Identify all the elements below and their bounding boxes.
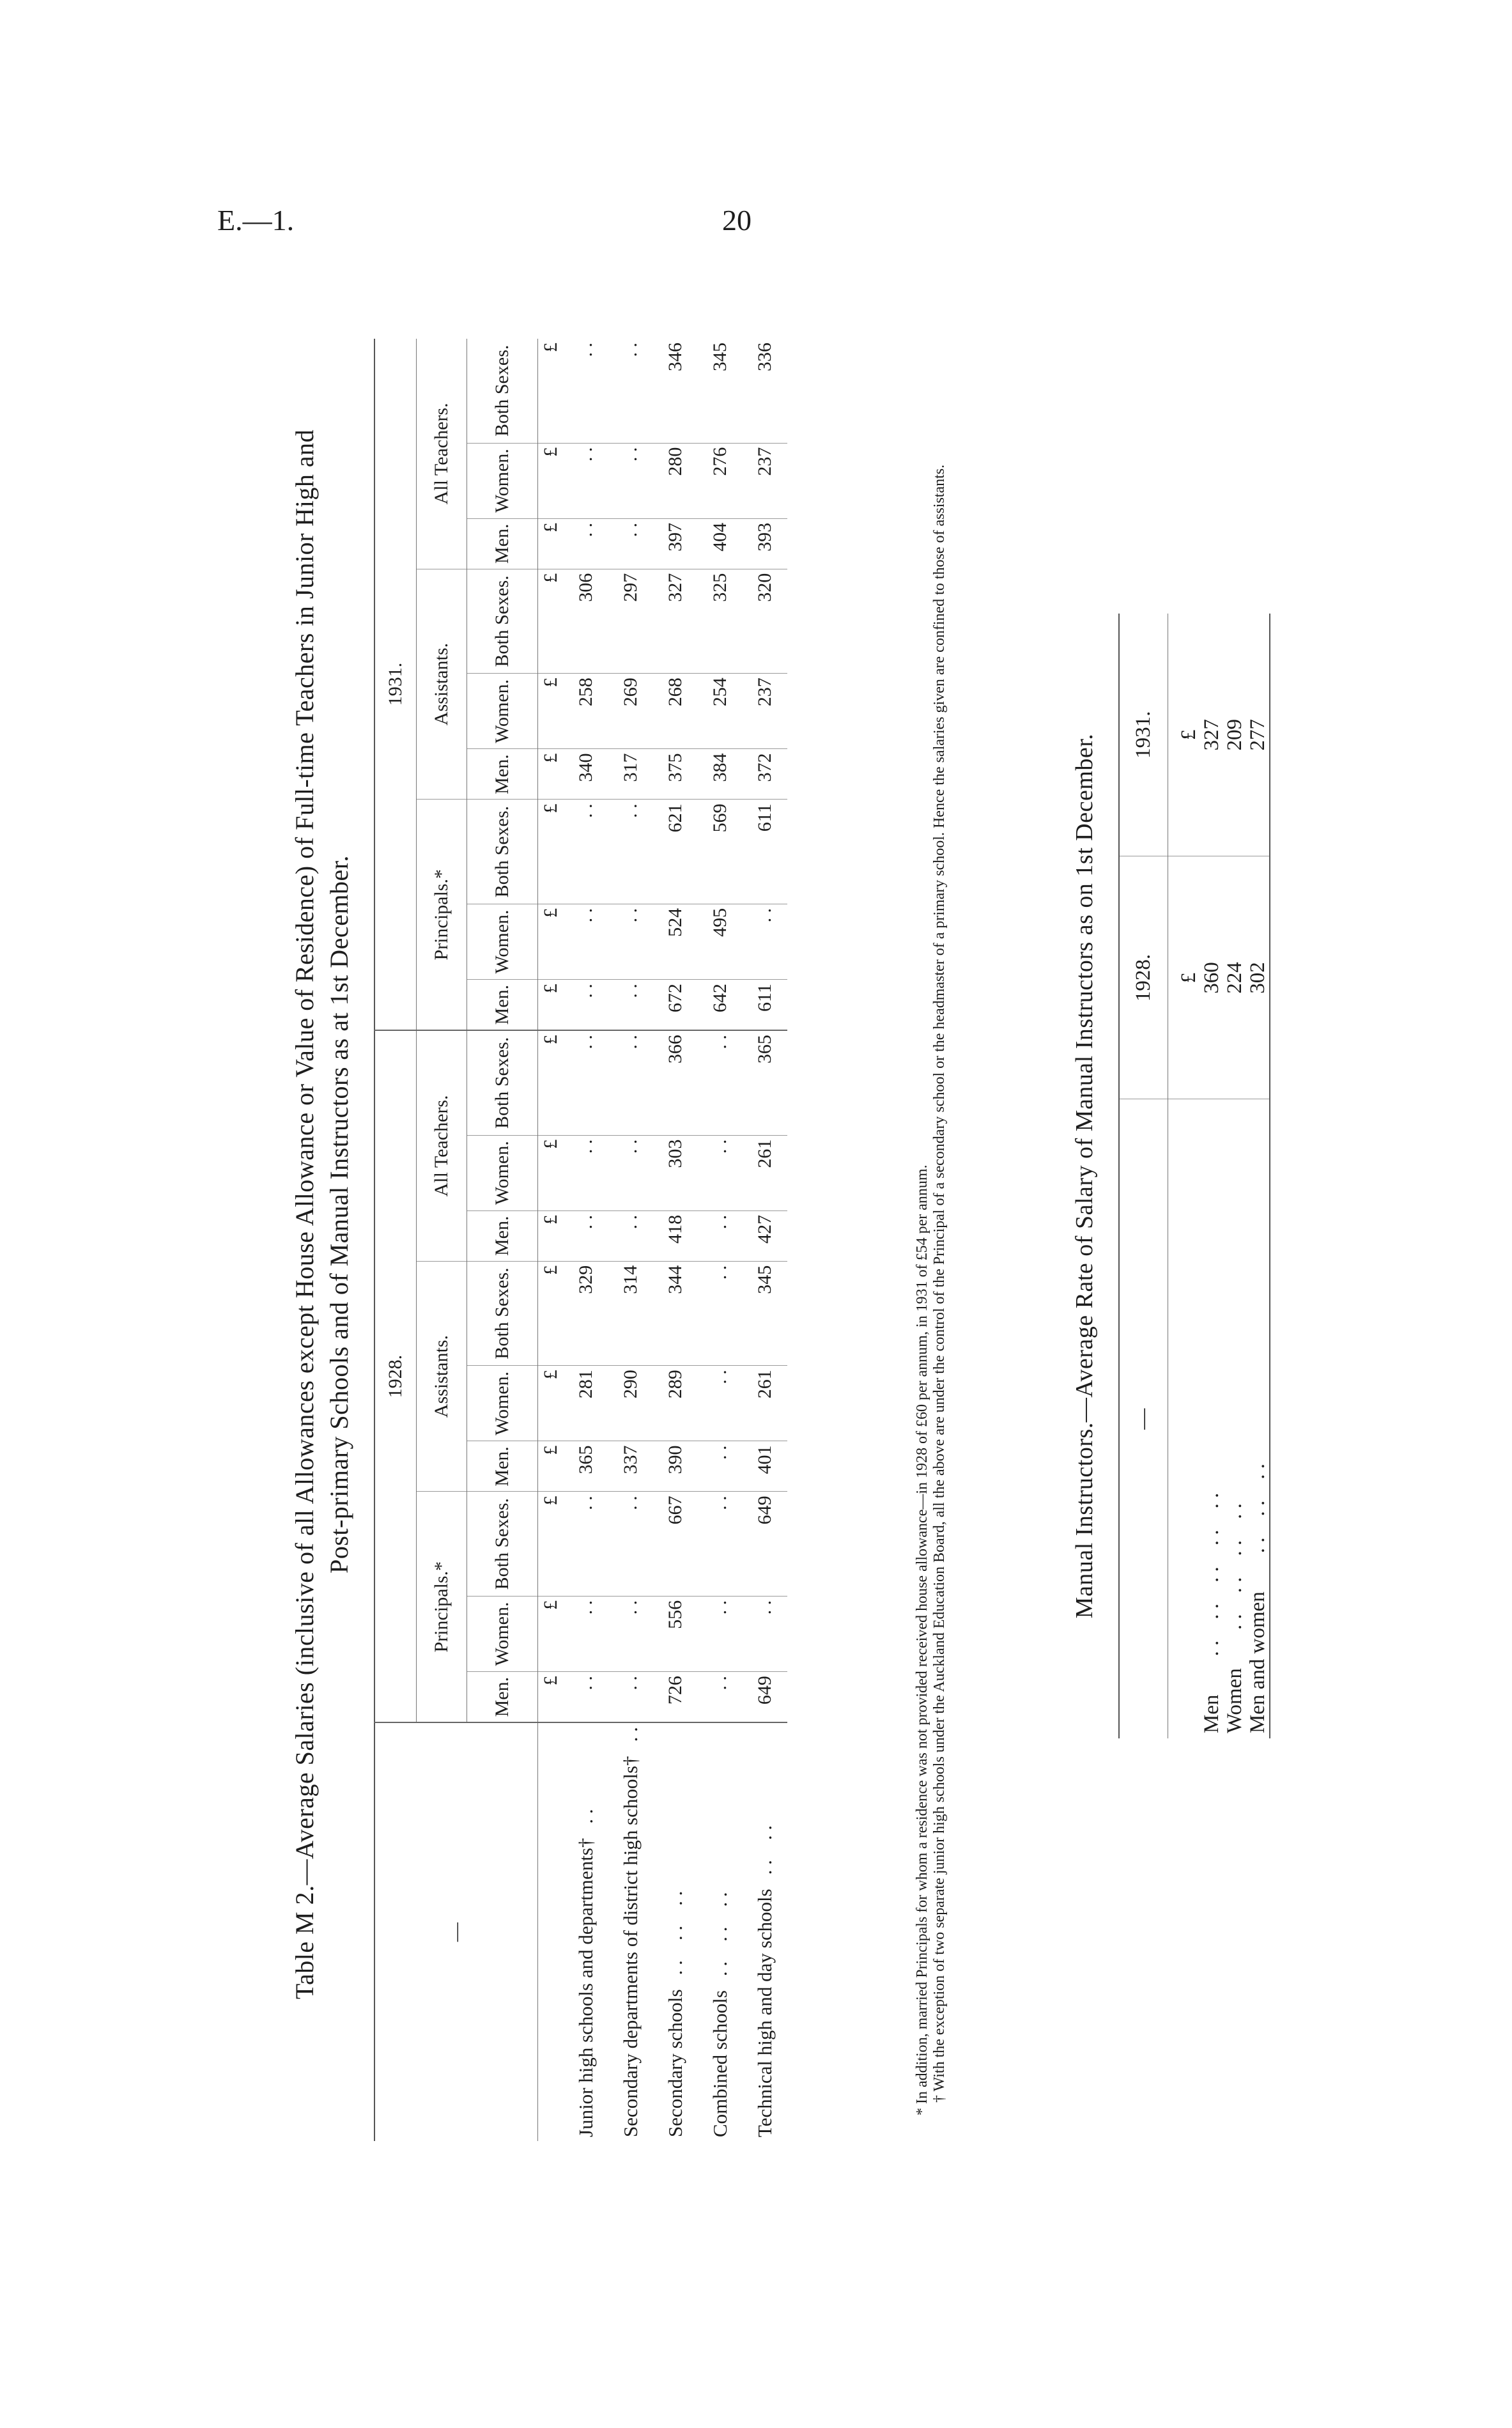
value-cell: 642 [698, 980, 743, 1030]
group-header: Principals.* [417, 1492, 467, 1722]
subcolumn-header: Men. [467, 980, 538, 1030]
value-cell: . . [564, 518, 608, 569]
table-row [743, 339, 787, 2141]
value-cell: 556 [653, 1596, 698, 1671]
value-cell: 418 [653, 1210, 698, 1261]
year-header-1928: 1928. [374, 1030, 417, 1722]
value-cell: 360 [1200, 856, 1223, 1099]
subcolumn-header: Men. [467, 1672, 538, 1722]
unit-label: £ [1168, 856, 1201, 1099]
value-cell: . . [698, 1135, 743, 1210]
subcolumn-header: Women. [467, 443, 538, 518]
value-cell: . . [608, 518, 653, 569]
unit-label: £ [538, 339, 564, 443]
value-cell: . . [608, 1030, 653, 1135]
value-cell: 277 [1246, 614, 1270, 856]
value-cell: 325 [698, 569, 743, 673]
unit-label: £ [538, 1492, 564, 1596]
value-cell: . . [564, 980, 608, 1030]
value-cell: 268 [653, 674, 698, 749]
row-label-text: Technical high and day schools [753, 1889, 776, 2137]
value-cell: 397 [653, 518, 698, 569]
value-cell: . . [698, 1672, 743, 1722]
value-cell: 302 [1246, 856, 1270, 1099]
value-cell: 254 [698, 674, 743, 749]
row-label-text: Junior high schools and departments† [575, 1837, 597, 2137]
table-row [1223, 614, 1246, 1738]
salary-table [374, 339, 787, 2141]
value-cell: 524 [653, 904, 698, 979]
value-cell: 303 [653, 1135, 698, 1210]
manual-instructors-title: Manual Instructors.—Average Rate of Salary of Manual Instructors as on 1st December. [1071, 733, 1098, 1619]
row-label [653, 1722, 698, 2141]
main-table-title [288, 262, 357, 2167]
value-cell: . . [608, 904, 653, 979]
row-leader-dots: . . . . . . [664, 1891, 686, 1976]
footnote-dagger: † With the exception of two separate junior high schools under the Auckland Education Board, all the above are under the control of the Principal of a secondary school or the headmaster of a primary school. Hence the salaries given are confined to those of assistants. [931, 464, 948, 2103]
unit-label: £ [1168, 614, 1201, 856]
value-cell: . . [564, 1135, 608, 1210]
row-label [743, 1722, 787, 2141]
unit-label: £ [538, 800, 564, 904]
value-cell: 672 [653, 980, 698, 1030]
subcolumn-header: Men. [467, 1210, 538, 1261]
value-cell: 261 [743, 1135, 787, 1210]
value-cell: 495 [698, 904, 743, 979]
table-row [608, 339, 653, 2141]
unit-label: £ [538, 1441, 564, 1492]
value-cell: 427 [743, 1210, 787, 1261]
row-leader-dots: . . [619, 1727, 642, 1742]
value-cell: . . [564, 904, 608, 979]
subcolumn-header: Both Sexes. [467, 1492, 538, 1596]
subcolumn-header: Women. [467, 904, 538, 979]
value-cell: 237 [743, 674, 787, 749]
value-cell: . . [564, 800, 608, 904]
group-header: All Teachers. [417, 339, 467, 569]
value-cell: 649 [743, 1492, 787, 1596]
value-cell: 327 [1200, 614, 1223, 856]
row-label-text: Combined schools [709, 1990, 731, 2137]
value-cell: . . [608, 1672, 653, 1722]
value-cell: . . [698, 1366, 743, 1441]
row-leader-dots: . . . . . . . . . . [1200, 1492, 1223, 1657]
value-cell: 290 [608, 1366, 653, 1441]
unit-label: £ [538, 1672, 564, 1722]
group-header: Assistants. [417, 569, 467, 800]
subcolumn-header: Both Sexes. [467, 1261, 538, 1365]
value-cell: . . [698, 1030, 743, 1135]
value-cell: 314 [608, 1261, 653, 1365]
value-cell: . . [608, 339, 653, 443]
page-number: 20 [722, 204, 752, 236]
value-cell: . . [698, 1492, 743, 1596]
value-cell: 345 [743, 1261, 787, 1365]
value-cell: . . [608, 1492, 653, 1596]
value-cell: 320 [743, 569, 787, 673]
value-cell: 649 [743, 1672, 787, 1722]
value-cell: 390 [653, 1441, 698, 1492]
value-cell: 340 [564, 749, 608, 800]
manual-instructors-table [1118, 614, 1270, 1738]
subcolumn-header: Men. [467, 518, 538, 569]
value-cell: 345 [698, 339, 743, 443]
row-leader-dots: . . . . . . . . [1223, 1503, 1246, 1630]
value-cell: . . [608, 443, 653, 518]
subcolumn-header: Men. [467, 749, 538, 800]
year-header-1931: 1931. [374, 339, 417, 1030]
value-cell: . . [564, 1492, 608, 1596]
subcolumn-header: Both Sexes. [467, 569, 538, 673]
value-cell: 569 [698, 800, 743, 904]
unit-label: £ [538, 980, 564, 1030]
subcolumn-header: Men. [467, 1441, 538, 1492]
unit-label: £ [538, 1596, 564, 1671]
row-label [608, 1722, 653, 2141]
unit-label: £ [538, 518, 564, 569]
value-cell: 317 [608, 749, 653, 800]
row-label-text: Secondary schools [664, 1989, 686, 2137]
row-label [564, 1722, 608, 2141]
value-cell: 281 [564, 1366, 608, 1441]
subcolumn-header: Women. [467, 1366, 538, 1441]
value-cell: . . [564, 1672, 608, 1722]
unit-label: £ [538, 1210, 564, 1261]
value-cell: 726 [653, 1672, 698, 1722]
group-header: All Teachers. [417, 1030, 467, 1261]
value-cell: . . [564, 339, 608, 443]
title-line-1: Table M 2.—Average Salaries (inclusive of all Allowances except House Allowance or Value of Residence) of Full-time Teachers in Junior High and [290, 429, 319, 2000]
row-leader-dots: . . . . [753, 1825, 776, 1875]
value-cell: 401 [743, 1441, 787, 1492]
row-label-text: Secondary departments of district high schools† [619, 1756, 642, 2137]
subcolumn-header: Women. [467, 1596, 538, 1671]
value-cell: . . [564, 443, 608, 518]
value-cell: 327 [653, 569, 698, 673]
row-label [1200, 1099, 1223, 1738]
value-cell: . . [564, 1210, 608, 1261]
value-cell: 393 [743, 518, 787, 569]
row-header-dash: — [1119, 1099, 1168, 1738]
value-cell: 258 [564, 674, 608, 749]
value-cell: . . [698, 1261, 743, 1365]
rotated-landscape-content [268, 13, 1508, 2211]
value-cell: 344 [653, 1261, 698, 1365]
value-cell: 375 [653, 749, 698, 800]
row-leader-dots: . . . . . . [709, 1892, 731, 1977]
table-row [653, 339, 698, 2141]
value-cell: . . [608, 1210, 653, 1261]
unit-label: £ [538, 749, 564, 800]
group-header: Assistants. [417, 1261, 467, 1492]
value-cell: 372 [743, 749, 787, 800]
value-cell: 297 [608, 569, 653, 673]
column-header-1931: 1931. [1119, 614, 1168, 856]
value-cell: 280 [653, 443, 698, 518]
row-label-text: Men and women [1246, 1591, 1269, 1733]
value-cell: . . [698, 1210, 743, 1261]
value-cell: . . [564, 1596, 608, 1671]
value-cell: 261 [743, 1366, 787, 1441]
value-cell: 365 [564, 1441, 608, 1492]
value-cell: . . [608, 800, 653, 904]
row-label [698, 1722, 743, 2141]
value-cell: 667 [653, 1492, 698, 1596]
unit-label: £ [538, 1366, 564, 1441]
page-reference: E.—1. [217, 204, 295, 236]
table-row [1200, 614, 1223, 1738]
subcolumn-header: Women. [467, 674, 538, 749]
row-label [1223, 1099, 1246, 1738]
unit-label: £ [538, 904, 564, 979]
unit-label: £ [538, 443, 564, 518]
row-leader-dots: . . [575, 1809, 597, 1824]
value-cell: 337 [608, 1441, 653, 1492]
row-label-text: Women [1223, 1668, 1246, 1733]
footnotes [914, 415, 948, 2141]
value-cell: 346 [653, 339, 698, 443]
table-row [564, 339, 608, 2141]
title-line-2: Post-primary Schools and of Manual Instructors as at 1st December. [325, 855, 353, 1574]
value-cell: 366 [653, 1030, 698, 1135]
value-cell: 237 [743, 443, 787, 518]
value-cell: 269 [608, 674, 653, 749]
value-cell: 365 [743, 1030, 787, 1135]
value-cell: 384 [698, 749, 743, 800]
value-cell: . . [608, 980, 653, 1030]
value-cell: 276 [698, 443, 743, 518]
value-cell: . . [698, 1441, 743, 1492]
subcolumn-header: Both Sexes. [467, 800, 538, 904]
column-header-1928: 1928. [1119, 856, 1168, 1099]
value-cell: 289 [653, 1366, 698, 1441]
unit-label: £ [538, 674, 564, 749]
value-cell: 611 [743, 800, 787, 904]
value-cell: . . [564, 1030, 608, 1135]
value-cell: . . [608, 1596, 653, 1671]
footnote-asterisk: * In addition, married Principals for whom a residence was not provided received house allowance—in 1928 of £60 per annum, in 1931 of £54 per annum. [914, 1164, 930, 2115]
row-header-dash: — [374, 1722, 538, 2141]
value-cell: 224 [1223, 856, 1246, 1099]
table-row [698, 339, 743, 2141]
table-row [1246, 614, 1270, 1738]
value-cell: 336 [743, 339, 787, 443]
row-leader-dots: . . . . . . [1246, 1463, 1269, 1554]
unit-label: £ [538, 1261, 564, 1365]
value-cell: . . [743, 1596, 787, 1671]
subcolumn-header: Both Sexes. [467, 339, 538, 443]
row-label-text: Men [1200, 1694, 1223, 1733]
row-label [1246, 1099, 1270, 1738]
unit-label: £ [538, 1135, 564, 1210]
value-cell: 329 [564, 1261, 608, 1365]
value-cell: . . [608, 1135, 653, 1210]
value-cell: 306 [564, 569, 608, 673]
subcolumn-header: Both Sexes. [467, 1030, 538, 1135]
value-cell: 621 [653, 800, 698, 904]
value-cell: . . [698, 1596, 743, 1671]
value-cell: . . [743, 904, 787, 979]
unit-label: £ [538, 1030, 564, 1135]
value-cell: 611 [743, 980, 787, 1030]
value-cell: 209 [1223, 614, 1246, 856]
unit-label: £ [538, 569, 564, 673]
group-header: Principals.* [417, 800, 467, 1030]
subcolumn-header: Women. [467, 1135, 538, 1210]
value-cell: 404 [698, 518, 743, 569]
